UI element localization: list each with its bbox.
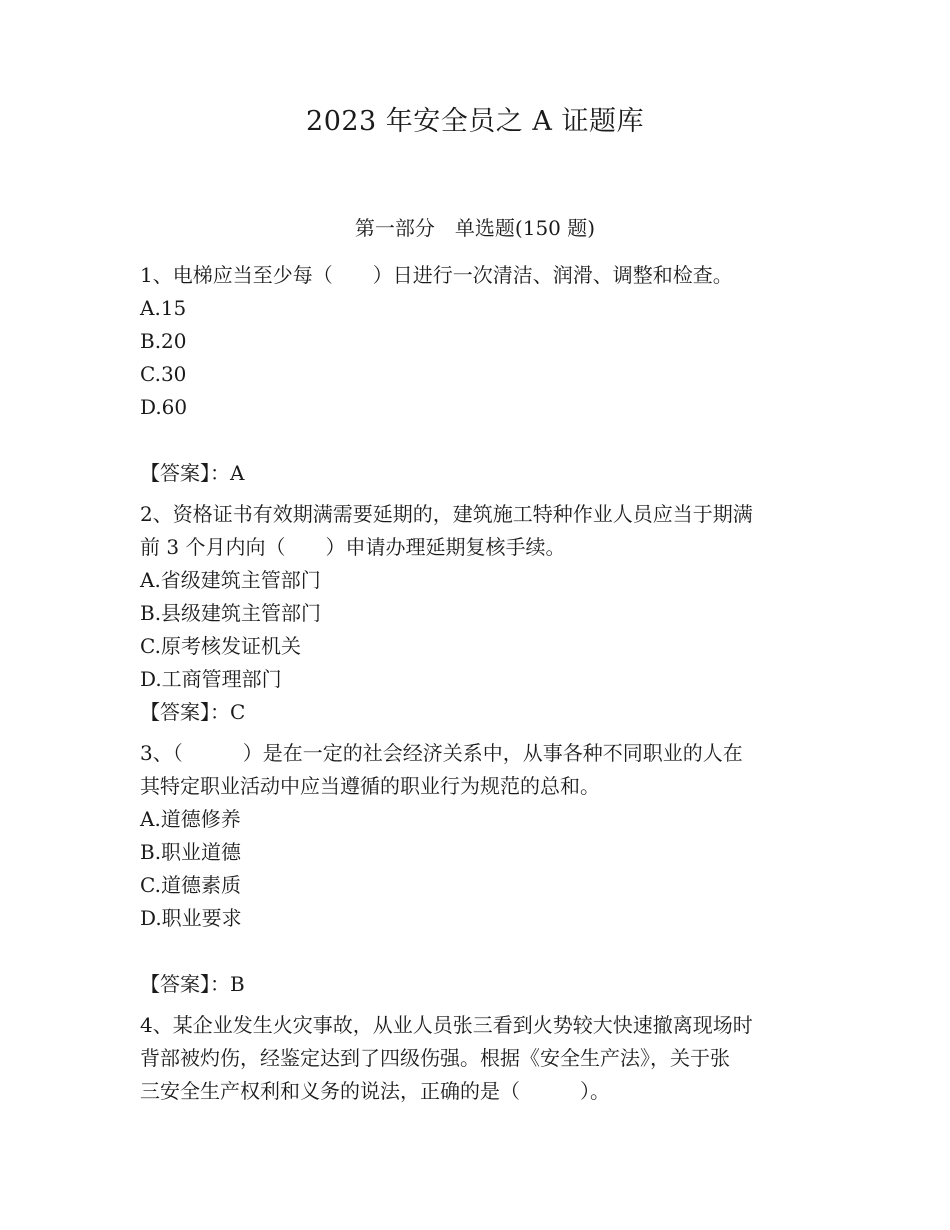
answer-value: A [230,461,245,485]
answer-label: 【答案】： [140,972,230,996]
answer-line [140,968,810,1001]
option-b: B.县级建筑主管部门 [140,601,322,625]
question-3 [140,737,810,1001]
option-b: B.职业道德 [140,840,242,864]
option-a: A.15 [140,296,187,320]
question-text-line-1: 2、资格证书有效期满需要延期的，建筑施工特种作业人员应当于期满 [140,502,753,526]
question-text-line-3: 三安全生产权利和义务的说法，正确的是（ ）。 [140,1079,610,1103]
option-a: A.道德修养 [140,807,241,831]
document-title: 2023 年安全员之 A 证题库 [306,106,644,137]
question-text-line-1: 4、某企业发生火灾事故，从业人员张三看到火势较大快速撤离现场时 [140,1013,753,1037]
question-text-line-2: 背部被灼伤，经鉴定达到了四级伤强。根据《安全生产法》，关于张 [140,1046,730,1070]
question-text-line-1: 3、（ ）是在一定的社会经济关系中，从事各种不同职业的人在 [140,741,743,765]
question-4 [140,1009,810,1108]
question-text-line-2: 其特定职业活动中应当遵循的职业行为规范的总和。 [140,774,600,798]
question-text: 1、电梯应当至少每（ ）日进行一次清洁、润滑、调整和检查。 [140,263,733,287]
answer-line [140,457,810,490]
option-c: C.原考核发证机关 [140,634,301,658]
question-list [140,259,810,1108]
question-1 [140,259,810,490]
section-title: 第一部分 单选题(150 题) [354,216,596,240]
option-d: D.工商管理部门 [140,667,282,691]
option-b: B.20 [140,329,187,353]
answer-label: 【答案】： [140,700,230,724]
option-c: C.30 [140,362,187,386]
option-a: A.省级建筑主管部门 [140,568,321,592]
option-d: D.60 [140,395,188,419]
option-c: C.道德素质 [140,873,241,897]
answer-line [140,696,810,729]
question-2 [140,498,810,729]
question-text-line-2: 前 3 个月内向（ ）申请办理延期复核手续。 [140,535,566,559]
answer-label: 【答案】： [140,461,230,485]
answer-value: B [230,972,245,996]
option-d: D.职业要求 [140,906,242,930]
answer-value: C [230,700,246,724]
